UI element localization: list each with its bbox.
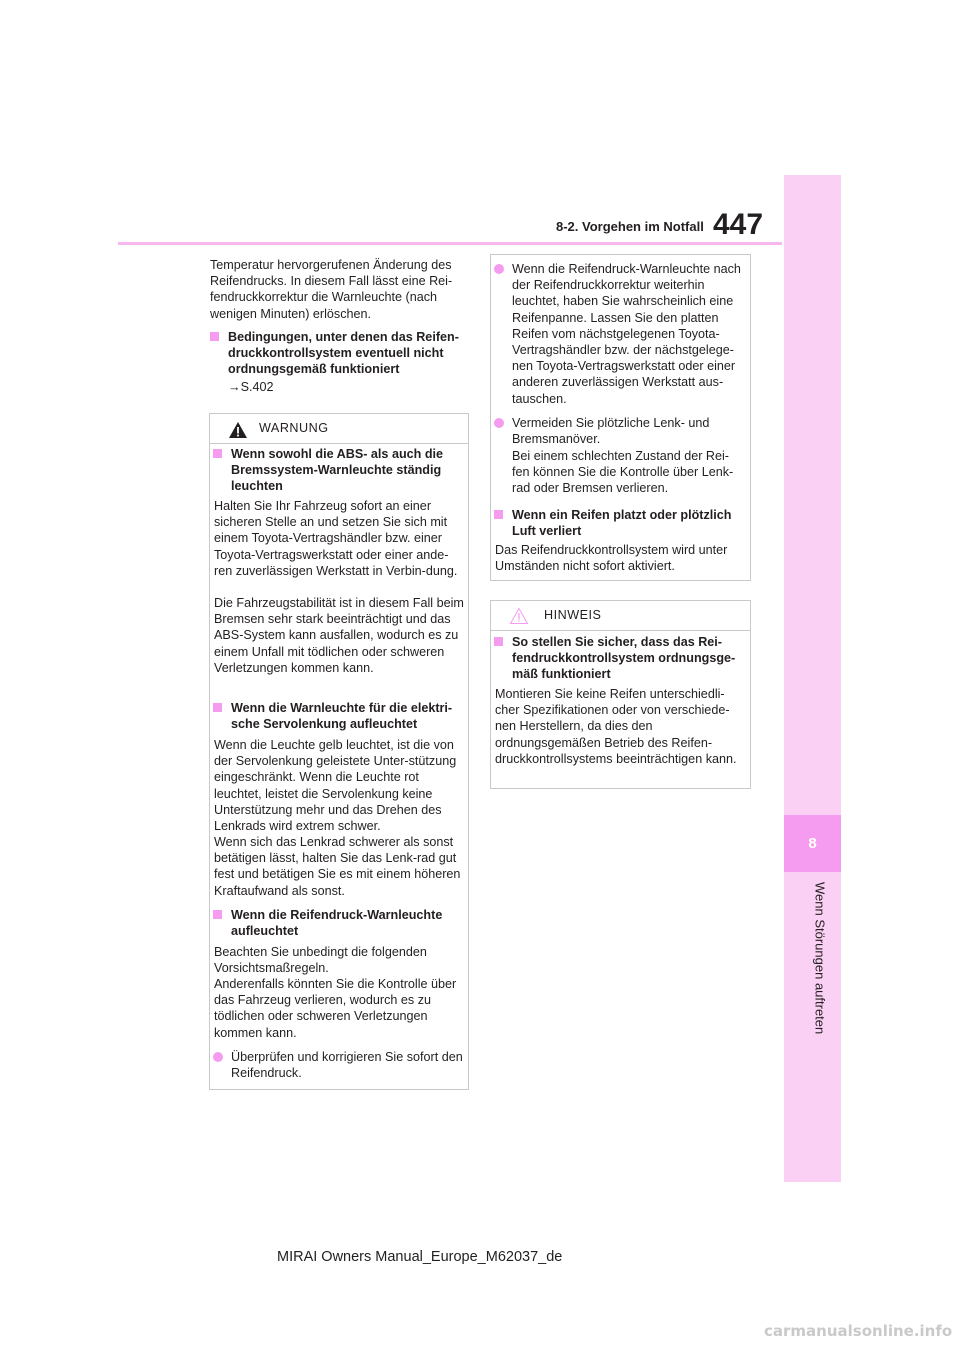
round-bullet-icon xyxy=(494,264,504,274)
chapter-label-wrap xyxy=(784,880,841,1050)
warning-heading-2: Wenn die Warnleuchte für die elektri-sche Servolenkung aufleuchtet xyxy=(231,701,453,732)
warning-cont-bullet-2b: Bei einem schlechten Zustand der Rei-fen können Sie die Kontrolle über Lenk-rad oder Bremsen verlieren. xyxy=(512,449,734,496)
warning-cont-heading-text: Wenn ein Reifen platzt oder plötzlich Luft verliert xyxy=(512,508,732,539)
warning-paragraph-3: Beachten Sie unbedingt die folgenden Vorsichtsmaßregeln. xyxy=(214,945,427,976)
warning-paragraph-3b: Anderenfalls könnten Sie die Kontrolle über das Fahrzeug verlieren, wodurch es zu tödlichen oder schweren Verletzungen kommen kann. xyxy=(214,977,457,1040)
square-bullet-icon xyxy=(213,910,222,919)
warning-paragraph-2b: Wenn sich das Lenkrad schwerer als sonst betätigen lässt, halten Sie das Lenk-rad gut fest und betätigen Sie es mit einem höheren Kraftaufwand als sonst. xyxy=(214,835,461,898)
square-bullet-icon xyxy=(494,510,503,519)
chapter-number: 8 xyxy=(784,815,841,872)
warning-heading-1: Wenn sowohl die ABS- als auch die Bremssystem-Warnleuchte ständig leuchten xyxy=(231,447,444,494)
intro-paragraph: Temperatur hervorgerufenen Änderung des Reifendrucks. In diesem Fall lässt eine Rei-fendruckkorrektur die Warnleuchte (nach wenigen Minuten) erlöschen. xyxy=(210,258,453,321)
square-bullet-icon xyxy=(213,703,222,712)
notice-heading-text: So stellen Sie sicher, dass das Rei-fendruckkontrollsystem ordnungsge-mäß funktioniert xyxy=(512,635,736,682)
warning-bullet-1-text: Überprüfen und korrigieren Sie sofort den Reifendruck. xyxy=(231,1050,463,1081)
conditions-heading: Bedingungen, unter denen das Reifen-druckkontrollsystem eventuell nicht ordnungsgemäß funktioniert xyxy=(228,330,459,377)
notice-title: HINWEIS xyxy=(544,608,602,622)
chapter-label: Wenn Störungen auftreten xyxy=(812,882,828,1035)
warning-paragraph-1: Halten Sie Ihr Fahrzeug sofort an einer sicheren Stelle an und setzen Sie sich mit einem Toyota-Vertragshändler bzw. einer Toyota-Vertragswerkstatt oder einer ande-ren zuverlässigen Werkstatt in Verbin-dung. xyxy=(214,499,458,578)
square-bullet-icon xyxy=(213,449,222,458)
header-rule xyxy=(118,242,782,245)
notice-header xyxy=(491,601,750,631)
square-bullet-icon xyxy=(494,637,503,646)
footer-manual-id: MIRAI Owners Manual_Europe_M62037_de xyxy=(277,1249,563,1265)
warning-cont-bullet-2-text: Vermeiden Sie plötzliche Lenk- und Bremsmanöver. xyxy=(512,416,710,447)
notice-triangle-icon xyxy=(509,607,529,625)
warning-triangle-icon xyxy=(228,421,248,439)
notice-paragraph: Montieren Sie keine Reifen unterschiedli-cher Spezifikationen oder von verschiede-nen Herstellern, da dies den ordnungsgemäßen Betrieb des Reifen-druckkontrollsystems beeinträchtigen kann. xyxy=(495,687,737,766)
warning-heading-3: Wenn die Reifendruck-Warnleuchte aufleuchtet xyxy=(231,908,443,939)
round-bullet-icon xyxy=(494,418,504,428)
warning-cont-paragraph: Das Reifendruckkontrollsystem wird unter Umständen nicht sofort aktiviert. xyxy=(495,543,728,574)
warning-header xyxy=(210,414,468,444)
warning-paragraph-2: Wenn die Leuchte gelb leuchtet, ist die von der Servolenkung geleistete Unter-stützung eingeschränkt. Wenn die Leuchte rot leuchtet, leistet die Servolenkung keine Unterstützung mehr und das Drehen des Lenkrads wird extrem schwer. xyxy=(214,738,457,834)
warning-cont-bullet-1-text: Wenn die Reifendruck-Warnleuchte nach der Reifendruckkorrektur weiterhin leuchtet, haben Sie wahrscheinlich eine Reifenpanne. Lassen Sie den platten Reifen vom nächstgelegenen Toyota-Vertragshändler bzw. der nächstgelege-nen Toyota-Vertragswerkstatt oder einer anderen zuverlässigen Werkstatt aus-tauschen. xyxy=(512,262,741,406)
section-title: 8-2. Vorgehen im Notfall xyxy=(556,219,704,234)
square-bullet-icon xyxy=(210,332,219,341)
warning-title: WARNUNG xyxy=(259,421,329,435)
warning-paragraph-1b: Die Fahrzeugstabilität ist in diesem Fall beim Bremsen sehr stark beeinträchtigt und das ABS-System kann ausfallen, wodurch es zu einem Unfall mit tödlichen oder schweren Verletzungen kommen kann. xyxy=(214,596,464,675)
page-number: 447 xyxy=(713,208,764,241)
round-bullet-icon xyxy=(213,1052,223,1062)
conditions-reference: →S.402 xyxy=(228,380,274,394)
watermark: carmanualsonline.info xyxy=(764,1322,953,1340)
